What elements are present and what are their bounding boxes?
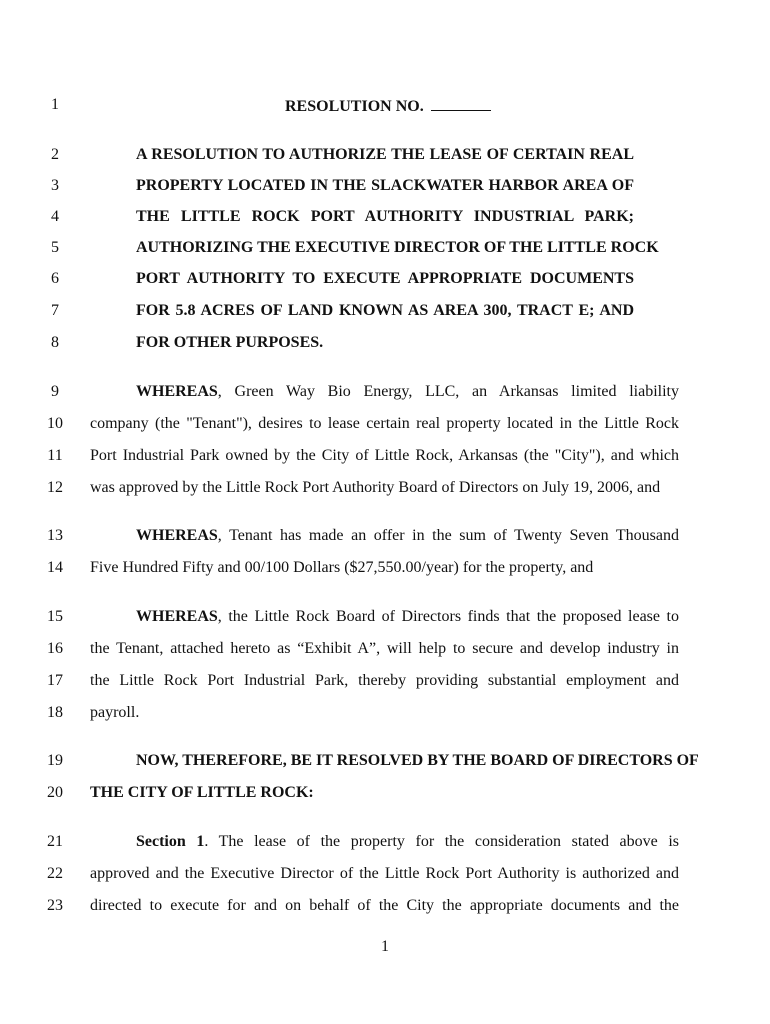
line-number: 1	[51, 96, 59, 113]
line-number: 16	[47, 640, 63, 657]
line-number: 6	[51, 270, 59, 287]
whereas-text: , Tenant has made an offer in the sum of Twenty Seven Thousand	[217, 527, 679, 544]
heading-line: A RESOLUTION TO AUTHORIZE THE LEASE OF CERTAIN REAL	[136, 146, 634, 163]
whereas-paragraph-1-line	[136, 382, 679, 402]
whereas-text: , the Little Rock Board of Directors finds that the proposed lease to	[217, 608, 679, 625]
whereas-paragraph-3-line	[136, 607, 679, 627]
whereas-paragraph-1-line: was approved by the Little Rock Port Authority Board of Directors on July 19, 2006, and	[90, 479, 661, 496]
whereas-paragraph-3-line: payroll.	[90, 704, 140, 721]
page-number: 1	[381, 938, 389, 955]
heading-line: FOR OTHER PURPOSES.	[136, 334, 324, 351]
line-number: 4	[51, 208, 59, 225]
line-number: 8	[51, 334, 59, 351]
section-1-line: directed to execute for and on behalf of the City the appropriate documents and the	[90, 897, 679, 914]
line-number: 14	[47, 559, 63, 576]
line-number: 22	[47, 865, 63, 882]
line-number: 21	[47, 833, 63, 850]
line-number: 19	[47, 752, 63, 769]
heading-line: THE LITTLE ROCK PORT AUTHORITY INDUSTRIAL PARK;	[136, 208, 634, 225]
whereas-paragraph-3-line: the Little Rock Port Industrial Park, thereby providing substantial employment and	[90, 672, 679, 689]
whereas-paragraph-2-line: Five Hundred Fifty and 00/100 Dollars ($27,550.00/year) for the property, and	[90, 559, 594, 576]
heading-line: AUTHORIZING THE EXECUTIVE DIRECTOR OF THE LITTLE ROCK	[136, 239, 659, 256]
line-number: 3	[51, 177, 59, 194]
whereas-text: , Green Way Bio Energy, LLC, an Arkansas limited liability	[217, 383, 679, 400]
line-number: 7	[51, 302, 59, 319]
line-number: 10	[47, 415, 63, 432]
line-number: 9	[51, 383, 59, 400]
whereas-paragraph-1-line: company (the "Tenant"), desires to lease certain real property located in the Little Rock	[90, 415, 679, 432]
resolution-title	[285, 95, 491, 117]
whereas-paragraph-2-line	[136, 526, 679, 546]
section-text: . The lease of the property for the consideration stated above is	[204, 833, 679, 850]
heading-line: PROPERTY LOCATED IN THE SLACKWATER HARBOR AREA OF	[136, 177, 634, 194]
line-number: 18	[47, 704, 63, 721]
line-number: 5	[51, 239, 59, 256]
whereas-paragraph-3-line: the Tenant, attached hereto as “Exhibit A”, will help to secure and develop industry in	[90, 640, 679, 657]
resolution-number-blank	[431, 95, 491, 111]
line-number: 11	[47, 447, 63, 464]
section-1-line	[136, 832, 679, 852]
section-1-line: approved and the Executive Director of the Little Rock Port Authority is authorized and	[90, 865, 679, 882]
line-number: 20	[47, 784, 63, 801]
whereas-lead: WHEREAS	[136, 383, 218, 400]
whereas-paragraph-1-line: Port Industrial Park owned by the City of Little Rock, Arkansas (the "City"), and which	[90, 447, 679, 464]
line-number: 17	[47, 672, 63, 689]
resolution-title-text: RESOLUTION NO.	[285, 98, 424, 115]
line-number: 12	[47, 479, 63, 496]
line-number: 23	[47, 897, 63, 914]
resolved-clause-line: NOW, THEREFORE, BE IT RESOLVED BY THE BOARD OF DIRECTORS OF	[136, 752, 699, 769]
whereas-lead: WHEREAS	[136, 527, 218, 544]
heading-line: PORT AUTHORITY TO EXECUTE APPROPRIATE DOCUMENTS	[136, 270, 634, 287]
line-number: 2	[51, 146, 59, 163]
heading-line: FOR 5.8 ACRES OF LAND KNOWN AS AREA 300, TRACT E; AND	[136, 302, 634, 319]
whereas-lead: WHEREAS	[136, 608, 218, 625]
section-lead: Section 1	[136, 833, 205, 850]
resolved-clause-line: THE CITY OF LITTLE ROCK:	[90, 784, 314, 801]
line-number: 15	[47, 608, 63, 625]
line-number: 13	[47, 527, 63, 544]
